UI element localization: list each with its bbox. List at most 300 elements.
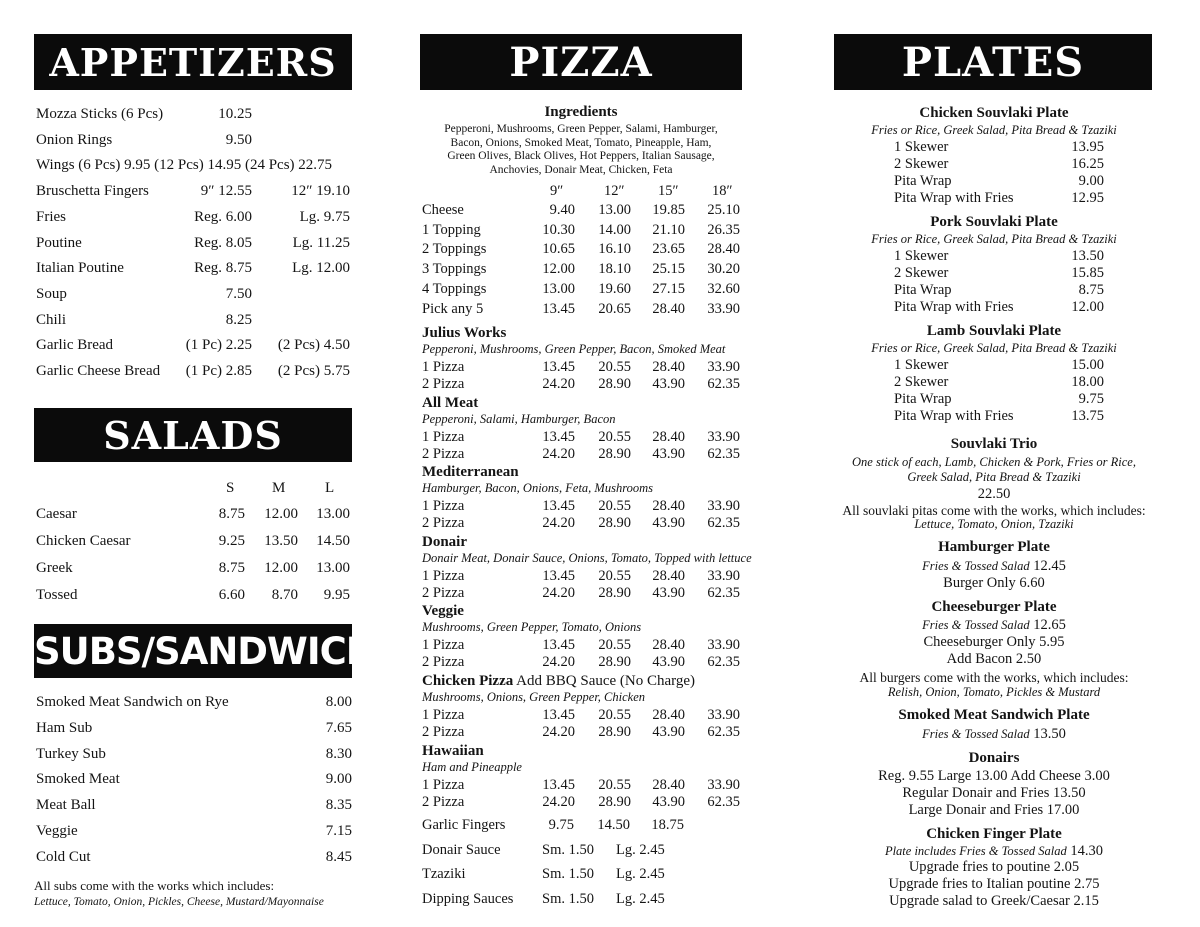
specialty-name: Veggie (422, 603, 464, 620)
price-cell: 26.35 (707, 221, 740, 238)
option-price: 16.25 (1071, 156, 1104, 172)
row-label: Pick any 5 (422, 300, 484, 317)
item-name: Cold Cut (36, 848, 91, 865)
sub-row (34, 692, 356, 712)
plate-title: Pork Souvlaki Plate (930, 214, 1058, 230)
size-l: L (325, 480, 335, 496)
price-cell: 28.40 (652, 776, 685, 793)
option-label: Pita Wrap (894, 282, 952, 298)
specialty-desc: Mushrooms, Green Pepper, Tomato, Onions (422, 620, 642, 635)
price-cell: 28.40 (652, 707, 685, 723)
size-m: M (272, 480, 286, 496)
row-label: 1 Pizza (422, 637, 465, 654)
price-l: 14.50 (316, 533, 350, 549)
ingredients-line: Green Olives, Black Olives, Hot Peppers, Italian Sausage, (447, 150, 715, 162)
row-label: 3 Toppings (422, 261, 487, 278)
price-cell: 20.55 (598, 567, 631, 584)
price-cell: 18.10 (598, 261, 631, 278)
plate-price: 13.50 (1029, 726, 1066, 742)
plate-title: Cheeseburger Plate (931, 599, 1057, 615)
row-label: 1 Pizza (422, 567, 465, 584)
size-12: 12″ (604, 183, 625, 199)
item-name: Soup (36, 285, 67, 302)
price-cell: 62.35 (707, 724, 740, 740)
price-cell: 43.90 (652, 584, 685, 601)
option-price: 12.00 (1071, 299, 1104, 315)
plate-desc: Fries & Tossed Salad (922, 727, 1030, 741)
plate-note-items: Lettuce, Tomato, Onion, Tzaziki (914, 517, 1074, 531)
item-price: 8.35 (325, 797, 352, 814)
price-cell: 28.90 (598, 376, 631, 392)
price-m: 13.50 (264, 533, 298, 549)
option-label: Pita Wrap with Fries (894, 408, 1014, 424)
price-cell: 25.10 (707, 202, 740, 218)
plate-note: All souvlaki pitas come with the works, which includes: (842, 503, 1146, 518)
row-label: 1 Pizza (422, 428, 465, 445)
item-price: (1 Pc) 2.25 (185, 337, 252, 354)
price-cell: 20.55 (598, 359, 631, 375)
option-label: 1 Skewer (894, 357, 949, 373)
appetizer-row (34, 284, 356, 304)
price-cell: 28.90 (598, 584, 631, 601)
row-label: 2 Toppings (422, 241, 487, 258)
item-name: Tossed (36, 587, 78, 603)
price-cell: 9.75 (548, 817, 574, 833)
plate-desc: Greek Salad, Pita Bread & Tzaziki (907, 470, 1081, 484)
option-price: 9.75 (1078, 391, 1104, 407)
price-cell: 24.20 (542, 376, 575, 392)
item-name: Smoked Meat (36, 771, 120, 788)
sub-row (34, 744, 356, 764)
salads-size-header (34, 478, 354, 498)
sub-row (34, 795, 356, 815)
item-price: Lg. 11.25 (292, 234, 350, 251)
specialty-title (422, 673, 695, 690)
price-cell: 28.90 (598, 445, 631, 462)
size-18: 18″ (712, 183, 733, 199)
appetizer-row (34, 258, 356, 278)
price-cell: Lg. 2.45 (616, 866, 665, 883)
row-label: 2 Pizza (422, 584, 465, 601)
item-name: Veggie (36, 823, 78, 839)
plate-title: Smoked Meat Sandwich Plate (898, 707, 1090, 723)
plate-option-row (834, 139, 1154, 156)
plate-desc: Fries or Rice, Greek Salad, Pita Bread & Tzaziki (871, 341, 1117, 355)
plate-line: Upgrade salad to Greek/Caesar 2.15 (889, 893, 1099, 909)
sub-row (34, 769, 356, 789)
price-l: 13.00 (316, 506, 350, 522)
price-cell: 27.15 (652, 280, 685, 297)
row-label: Donair Sauce (422, 841, 501, 858)
row-label: 2 Pizza (422, 793, 465, 810)
appetizer-row (34, 233, 356, 253)
price-m: 12.00 (264, 506, 298, 522)
specialty-price-row (420, 653, 742, 671)
size-9: 9″ (550, 183, 564, 199)
item-name: Chili (36, 311, 67, 328)
item-name: Italian Poutine (36, 260, 124, 277)
plate-line (834, 558, 1154, 575)
plate-line: Upgrade fries to poutine 2.05 (908, 859, 1080, 875)
row-label: Dipping Sauces (422, 891, 514, 908)
specialty-title (422, 464, 519, 481)
sub-row (34, 718, 356, 738)
price-cell: 28.40 (652, 428, 685, 445)
price-cell: 21.10 (652, 221, 685, 238)
price-cell: 14.50 (597, 817, 630, 833)
specialty-price-row (420, 776, 742, 794)
price-cell: 33.90 (707, 637, 740, 654)
plate-line: Upgrade fries to Italian poutine 2.75 (888, 876, 1100, 892)
plate-desc: Fries or Rice, Greek Salad, Pita Bread & Tzaziki (871, 232, 1117, 246)
price-cell: 28.40 (652, 498, 685, 515)
price-s: 9.25 (218, 533, 245, 549)
price-cell: 24.20 (542, 584, 575, 601)
item-name: Garlic Bread (36, 337, 114, 354)
price-cell: 28.90 (598, 724, 631, 740)
plate-title: Souvlaki Trio (950, 436, 1038, 452)
subs-banner: SUBS/SANDWICHES (34, 624, 352, 678)
specialty-desc: Mushrooms, Onions, Green Pepper, Chicken (422, 690, 645, 704)
plate-title: Chicken Souvlaki Plate (919, 105, 1069, 121)
option-label: Pita Wrap with Fries (894, 190, 1014, 206)
plate-option-row (834, 374, 1154, 391)
plate-option-row (834, 173, 1154, 190)
appetizer-row (34, 130, 356, 150)
item-price: 9.00 (325, 771, 352, 788)
option-label: 2 Skewer (894, 374, 949, 390)
option-label: 2 Skewer (894, 156, 949, 172)
ingredients-line: Anchovies, Donair Meat, Chicken, Feta (489, 163, 673, 176)
pizza-extra-row (420, 841, 742, 859)
option-price: 8.75 (1078, 282, 1104, 298)
item-price: 7.65 (325, 719, 352, 736)
item-name: Meat Ball (36, 797, 96, 814)
item-price: Lg. 9.75 (299, 208, 350, 225)
ingredients-list (420, 123, 742, 177)
price-cell: 13.45 (542, 776, 575, 793)
plate-line (834, 843, 1154, 860)
ingredients-line: Bacon, Onions, Smoked Meat, Tomato, Pineapple, Ham, (450, 136, 712, 149)
plate-note-items: Relish, Onion, Tomato, Pickles & Mustard (887, 685, 1101, 699)
item-price: 8.45 (325, 848, 352, 865)
price-cell: 12.00 (542, 261, 575, 278)
base-pizza-row (420, 240, 742, 258)
ingredients-line: Pepperoni, Mushrooms, Green Pepper, Salami, Hamburger, (444, 123, 718, 135)
plate-option-row (834, 248, 1154, 265)
price-cell: Sm. 1.50 (542, 841, 594, 858)
price-cell: 33.90 (707, 776, 740, 793)
specialty-price-row (420, 584, 742, 602)
plate-line: Large Donair and Fries 17.00 (908, 802, 1080, 818)
specialty-title (422, 325, 506, 342)
price-cell: 24.20 (542, 654, 575, 671)
plate-title: Lamb Souvlaki Plate (926, 323, 1062, 339)
price-cell: 28.90 (598, 515, 631, 532)
price-cell: 33.90 (707, 567, 740, 584)
item-name: Caesar (36, 506, 77, 522)
item-name: Wings (6 Pcs) 9.95 (12 Pcs) 14.95 (24 Pcs) 22.75 (36, 157, 333, 174)
specialty-price-row (420, 375, 742, 393)
price-cell: 30.20 (707, 261, 740, 278)
option-label: Pita Wrap (894, 173, 952, 189)
specialty-name: Mediterranean (422, 464, 519, 481)
item-price: 9″ 12.55 (200, 183, 252, 200)
plate-price: 12.65 (1029, 617, 1066, 633)
specialty-price-row (420, 706, 742, 724)
price-cell: 16.10 (598, 241, 631, 258)
plate-option-row (834, 408, 1154, 425)
specialty-name: Donair (422, 533, 467, 550)
item-price: 8.25 (225, 311, 252, 328)
option-label: 2 Skewer (894, 265, 949, 281)
price-cell: 13.45 (542, 707, 575, 723)
price-cell: 20.65 (598, 300, 631, 317)
item-name: Bruschetta Fingers (36, 183, 149, 200)
option-price: 13.50 (1071, 248, 1104, 264)
plate-desc: One stick of each, Lamb, Chicken & Pork, Fries or Rice, (852, 455, 1136, 469)
row-label: 2 Pizza (422, 654, 465, 671)
plate-desc: Fries or Rice, Greek Salad, Pita Bread & Tzaziki (871, 123, 1117, 137)
price-m: 12.00 (264, 560, 298, 576)
price-cell: 25.15 (652, 261, 685, 278)
price-s: 8.75 (218, 560, 245, 576)
price-cell: 43.90 (652, 724, 685, 740)
price-cell: 28.90 (598, 793, 631, 810)
row-label: 2 Pizza (422, 445, 465, 462)
row-label: Cheese (422, 202, 464, 218)
item-name: Chicken Caesar (36, 533, 131, 549)
item-name: Ham Sub (36, 719, 93, 736)
appetizer-row (34, 310, 356, 330)
item-price: (1 Pc) 2.85 (185, 363, 252, 379)
item-name: Garlic Cheese Bread (36, 363, 161, 379)
specialty-title (422, 743, 484, 760)
specialty-title (422, 395, 478, 412)
plate-desc: Fries & Tossed Salad (922, 618, 1030, 632)
plate-option-row (834, 190, 1154, 207)
price-cell: 13.45 (542, 428, 575, 445)
plate-title: Chicken Finger Plate (926, 826, 1062, 842)
price-cell: 13.45 (542, 637, 575, 654)
plate-line: Burger Only 6.60 (943, 575, 1045, 591)
specialty-name: Chicken Pizza (422, 673, 514, 689)
plate-title: Hamburger Plate (938, 539, 1050, 555)
specialty-title (422, 603, 464, 620)
price-cell: 62.35 (707, 793, 740, 810)
price-cell: 18.75 (651, 817, 684, 833)
price-cell: 13.45 (542, 567, 575, 584)
appetizer-row (34, 155, 356, 175)
price-cell: 24.20 (542, 515, 575, 532)
pizza-extra-row (420, 865, 742, 883)
option-price: 18.00 (1071, 374, 1104, 390)
plate-line: Add Bacon 2.50 (946, 651, 1042, 667)
price-cell: 62.35 (707, 376, 740, 392)
price-cell: 32.60 (707, 280, 740, 297)
item-price: Reg. 8.75 (194, 260, 252, 277)
row-label: 2 Pizza (422, 376, 465, 392)
option-label: 1 Skewer (894, 248, 949, 264)
plate-title: Donairs (968, 750, 1020, 766)
price-cell: 13.00 (598, 202, 631, 218)
item-price: 10.25 (218, 106, 252, 122)
item-price: 12″ 19.10 (291, 183, 350, 200)
salad-row (34, 558, 356, 578)
item-name: Fries (36, 208, 66, 225)
plate-option-row (834, 265, 1154, 282)
price-cell: 28.90 (598, 654, 631, 671)
price-cell: 62.35 (707, 654, 740, 671)
plate-desc: Fries & Tossed Salad (922, 559, 1030, 573)
specialty-price-row (420, 793, 742, 811)
price-cell: 24.20 (542, 724, 575, 740)
appetizer-row (34, 181, 356, 201)
price-cell: 43.90 (652, 376, 685, 392)
appetizer-row (34, 361, 356, 381)
specialty-desc: Ham and Pineapple (422, 759, 522, 774)
price-cell: 33.90 (707, 428, 740, 445)
row-label: 2 Pizza (422, 515, 465, 532)
plate-line: Regular Donair and Fries 13.50 (902, 785, 1086, 801)
item-price: 8.30 (325, 745, 352, 762)
item-name: Turkey Sub (36, 745, 106, 762)
price-cell: 28.40 (652, 359, 685, 375)
subs-note-ingredients: Lettuce, Tomato, Onion, Pickles, Cheese, Mustard/Mayonnaise (34, 896, 324, 908)
price-cell: 13.00 (542, 280, 575, 297)
option-price: 15.85 (1071, 265, 1104, 281)
item-price: Lg. 12.00 (292, 260, 350, 277)
appetizers-banner: APPETIZERS (34, 34, 352, 90)
row-label: 1 Topping (422, 221, 481, 238)
specialty-price-row (420, 514, 742, 532)
plate-note: All burgers come with the works, which includes: (859, 670, 1129, 685)
plate-option-row (834, 357, 1154, 374)
specialty-desc: Pepperoni, Salami, Hamburger, Bacon (422, 411, 616, 426)
row-label: Garlic Fingers (422, 817, 506, 833)
price-cell: 20.55 (598, 637, 631, 654)
option-label: Pita Wrap with Fries (894, 299, 1014, 315)
item-name: Smoked Meat Sandwich on Rye (36, 694, 229, 710)
specialty-price-row (420, 428, 742, 446)
price-cell: 19.60 (598, 280, 631, 297)
price-cell: Lg. 2.45 (616, 891, 665, 908)
base-pizza-row (420, 260, 742, 278)
option-price: 13.95 (1071, 139, 1104, 155)
specialty-desc: Pepperoni, Mushrooms, Green Pepper, Bacon, Smoked Meat (422, 342, 726, 356)
price-cell: 20.55 (598, 428, 631, 445)
price-cell: 9.40 (549, 202, 575, 218)
price-cell: 33.90 (707, 359, 740, 375)
price-s: 6.60 (218, 587, 245, 603)
price-m: 8.70 (271, 587, 298, 603)
plate-line (834, 617, 1154, 634)
price-cell: 28.40 (652, 567, 685, 584)
price-cell: 33.90 (707, 498, 740, 515)
item-name: Greek (36, 560, 73, 576)
plate-line: Reg. 9.55 Large 13.00 Add Cheese 3.00 (878, 768, 1110, 784)
sub-row (34, 847, 356, 867)
price-cell: 28.40 (652, 300, 685, 317)
price-cell: 10.65 (542, 241, 575, 258)
base-pizza-row (420, 300, 742, 318)
specialty-extra: Add BBQ Sauce (No Charge) (513, 673, 696, 689)
pizza-size-header (420, 182, 742, 200)
size-s: S (226, 480, 235, 496)
specialty-name: Hawaiian (422, 742, 484, 759)
plate-price: 22.50 (977, 486, 1011, 502)
row-label: 1 Pizza (422, 359, 465, 375)
option-price: 13.75 (1071, 408, 1104, 424)
price-cell: 43.90 (652, 793, 685, 810)
price-cell: 28.40 (707, 241, 740, 258)
row-label: 4 Toppings (422, 280, 487, 297)
row-label: 2 Pizza (422, 724, 465, 740)
salad-row (34, 531, 356, 551)
plate-option-row (834, 282, 1154, 299)
base-pizza-row (420, 280, 742, 298)
price-cell: 20.55 (598, 498, 631, 515)
item-name: Onion Rings (36, 131, 113, 148)
row-label: Tzaziki (422, 866, 466, 883)
price-cell: 33.90 (707, 300, 740, 317)
price-s: 8.75 (218, 506, 245, 522)
price-cell: Sm. 1.50 (542, 866, 594, 883)
option-price: 12.95 (1071, 190, 1104, 206)
price-cell: 43.90 (652, 445, 685, 462)
row-label: 1 Pizza (422, 707, 465, 723)
plate-option-row (834, 156, 1154, 173)
price-l: 13.00 (316, 560, 350, 576)
specialty-title (422, 534, 467, 551)
specialty-price-row (420, 358, 742, 376)
sub-row (34, 821, 356, 841)
subs-note: All subs come with the works which includes: (34, 878, 275, 893)
row-label: 1 Pizza (422, 498, 465, 515)
base-pizza-row (420, 201, 742, 219)
price-cell: 14.00 (598, 221, 631, 238)
item-price: 9.50 (225, 131, 252, 148)
price-cell: 19.85 (652, 202, 685, 218)
item-price: (2 Pcs) 5.75 (277, 363, 350, 379)
plate-desc: Plate includes Fries & Tossed Salad (884, 844, 1067, 858)
plates-banner: PLATES (834, 34, 1152, 90)
price-cell: 13.45 (542, 498, 575, 515)
option-price: 15.00 (1071, 357, 1104, 373)
pizza-banner: PIZZA (420, 34, 742, 90)
base-pizza-row (420, 221, 742, 239)
price-cell: 20.55 (598, 707, 631, 723)
salads-banner: SALADS (34, 408, 352, 462)
specialty-price-row (420, 497, 742, 515)
price-cell: 20.55 (598, 776, 631, 793)
plate-price: 14.30 (1066, 843, 1104, 859)
plate-option-row (834, 299, 1154, 316)
pizza-extra-row (420, 890, 742, 908)
specialty-name: Julius Works (422, 325, 507, 341)
price-cell: 13.45 (542, 359, 575, 375)
specialty-desc: Donair Meat, Donair Sauce, Onions, Tomato, Topped with lettuce (422, 550, 752, 565)
salad-row (34, 504, 356, 524)
specialty-price-row (420, 723, 742, 741)
price-cell: 62.35 (707, 515, 740, 532)
specialty-name: All Meat (422, 394, 479, 411)
size-15: 15″ (658, 183, 679, 199)
price-cell: 43.90 (652, 515, 685, 532)
appetizer-row (34, 104, 356, 124)
ingredients-title: Ingredients (544, 104, 618, 120)
item-price: Reg. 6.00 (194, 208, 252, 225)
